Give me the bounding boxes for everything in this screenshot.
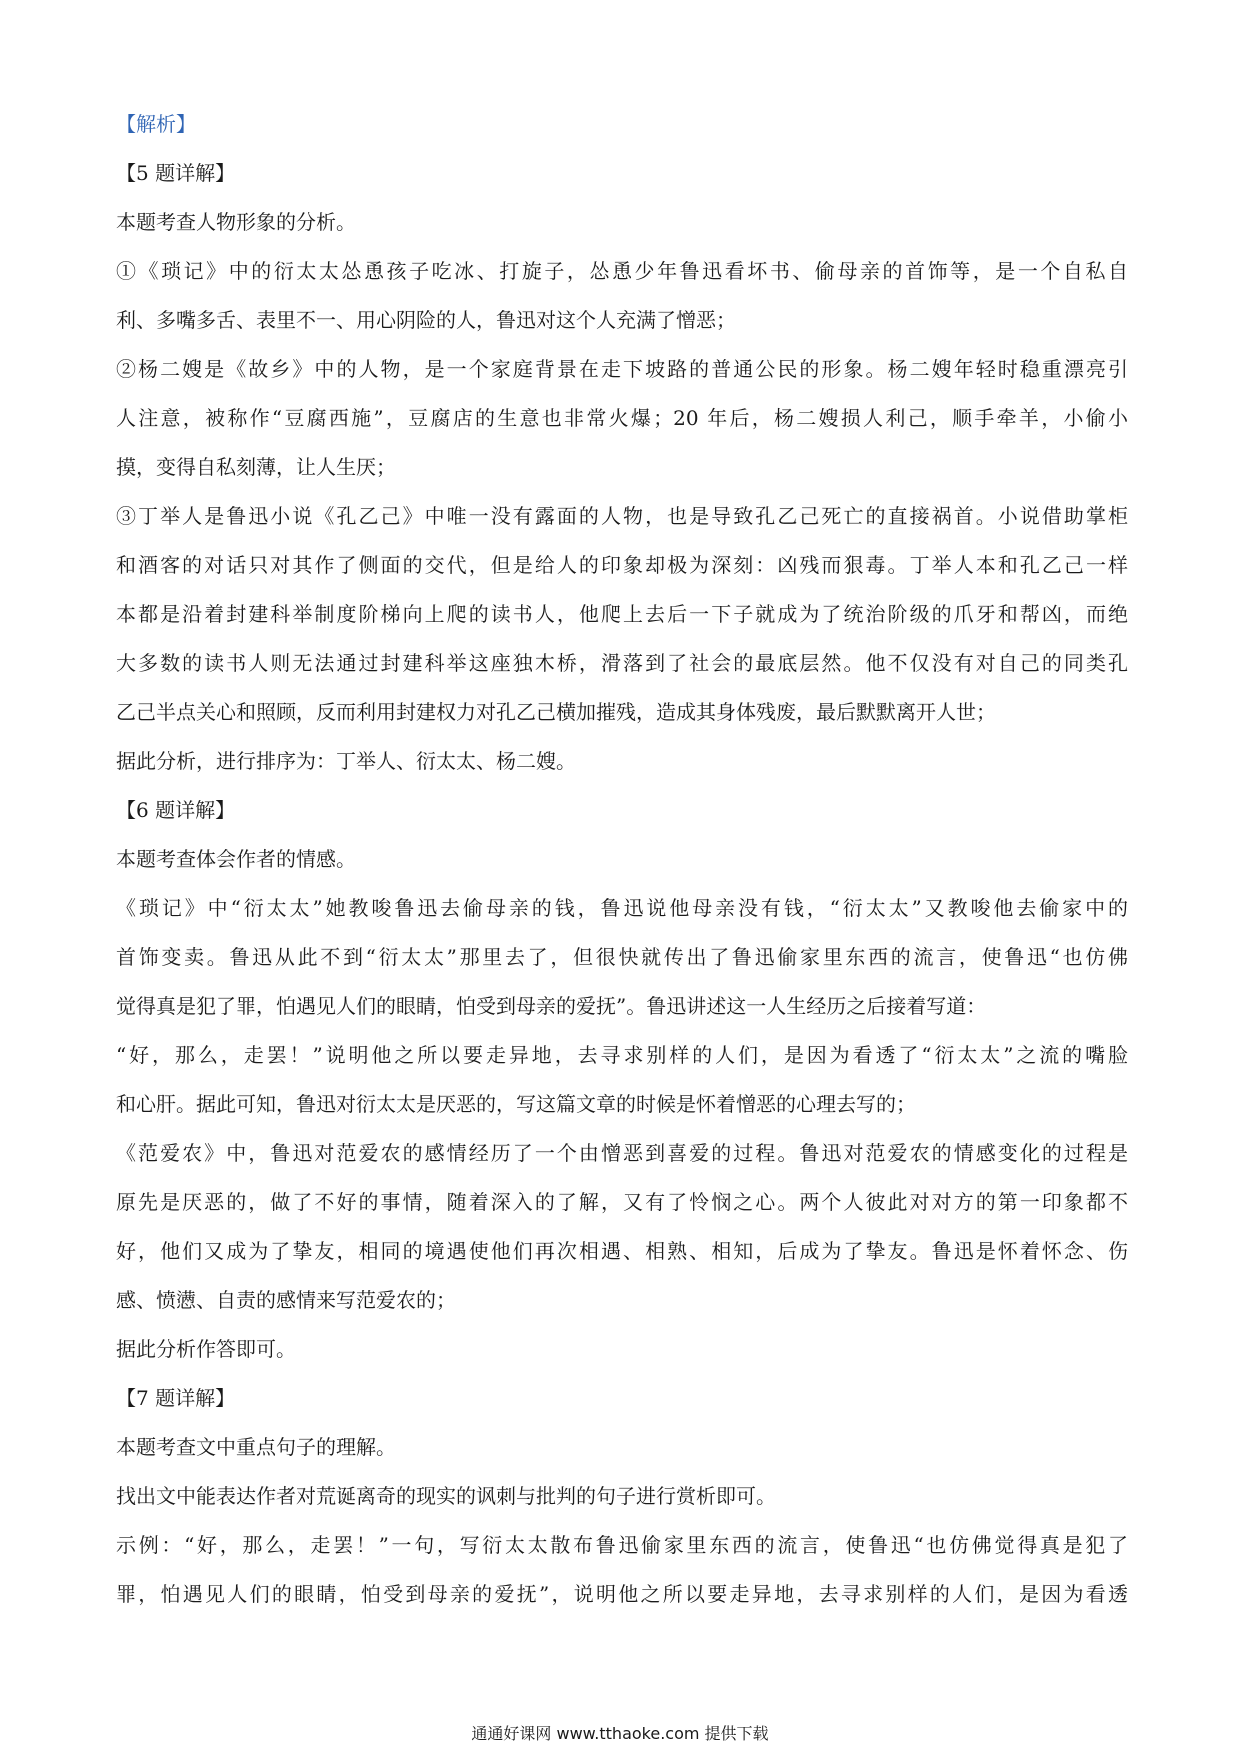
page-footer: 通通好课网 www.tthaoke.com 提供下载	[471, 1724, 769, 1743]
q5-line-4: 人注意，被称作“豆腐西施”，豆腐店的生意也非常火爆；20 年后，杨二嫂损人利己，顺手牵羊，小偷小	[116, 406, 1128, 430]
q6-line-9: 感、愤懑、自责的感情来写范爱农的；	[116, 1288, 456, 1312]
q6-line-8: 好，他们又成为了挚友，相同的境遇使他们再次相遇、相熟、相知，后成为了挚友。鲁迅是怀着怀念、伤	[116, 1239, 1128, 1263]
q6-line-6: 《范爱农》中，鲁迅对范爱农的感情经历了一个由憎恶到喜爱的过程。鲁迅对范爱农的情感变化的过程是	[116, 1141, 1128, 1165]
document-body	[116, 100, 1128, 1619]
q5-line-6: ③丁举人是鲁迅小说《孔乙己》中唯一没有露面的人物，也是导致孔乙己死亡的直接祸首。小说借助掌柜	[116, 504, 1128, 528]
q7-heading: 【7 题详解】	[116, 1386, 236, 1410]
q6-line-5: 和心肝。据此可知，鲁迅对衍太太是厌恶的，写这篇文章的时候是怀着憎恶的心理去写的；	[116, 1092, 916, 1116]
q5-line-5: 摸，变得自私刻薄，让人生厌；	[116, 455, 396, 479]
q5-line-0: 本题考查人物形象的分析。	[116, 210, 356, 234]
q6-line-0: 本题考查体会作者的情感。	[116, 847, 356, 871]
q7-line-2: 示例：“好，那么，走罢！”一句，写衍太太散布鲁迅偷家里东西的流言，使鲁迅“也仿佛觉得真是犯了	[116, 1533, 1128, 1557]
q6-line-10: 据此分析作答即可。	[116, 1337, 296, 1361]
q5-line-8: 本都是沿着封建科举制度阶梯向上爬的读书人，他爬上去后一下子就成为了统治阶级的爪牙和帮凶，而绝	[116, 602, 1128, 626]
q6-line-1: 《琐记》中“衍太太”她教唆鲁迅去偷母亲的钱，鲁迅说他母亲没有钱，“衍太太”又教唆他去偷家中的	[116, 896, 1128, 920]
q6-line-2: 首饰变卖。鲁迅从此不到“衍太太”那里去了，但很快就传出了鲁迅偷家里东西的流言，使鲁迅“也仿佛	[116, 945, 1128, 969]
q7-line-0: 本题考查文中重点句子的理解。	[116, 1435, 396, 1459]
q6-line-7: 原先是厌恶的，做了不好的事情，随着深入的了解，又有了怜悯之心。两个人彼此对对方的第一印象都不	[116, 1190, 1128, 1214]
q5-heading: 【5 题详解】	[116, 161, 236, 185]
q5-line-7: 和酒客的对话只对其作了侧面的交代，但是给人的印象却极为深刻：凶残而狠毒。丁举人本和孔乙己一样	[116, 553, 1128, 577]
q5-line-9: 大多数的读书人则无法通过封建科举这座独木桥，滑落到了社会的最底层然。他不仅没有对自己的同类孔	[116, 651, 1128, 675]
q5-line-10: 乙己半点关心和照顾，反而利用封建权力对孔乙己横加摧残，造成其身体残废，最后默默离开人世；	[116, 700, 996, 724]
q5-line-11: 据此分析，进行排序为：丁举人、衍太太、杨二嫂。	[116, 749, 576, 773]
q7-line-1: 找出文中能表达作者对荒诞离奇的现实的讽刺与批判的句子进行赏析即可。	[116, 1484, 776, 1508]
q6-line-3: 觉得真是犯了罪，怕遇见人们的眼睛，怕受到母亲的爱抚”。鲁迅讲述这一人生经历之后接着写道：	[116, 994, 987, 1018]
q5-line-1: ①《琐记》中的衍太太怂恿孩子吃冰、打旋子，怂恿少年鲁迅看坏书、偷母亲的首饰等，是一个自私自	[116, 259, 1128, 283]
q5-line-2: 利、多嘴多舌、表里不一、用心阴险的人，鲁迅对这个人充满了憎恶；	[116, 308, 736, 332]
q6-line-4: “好，那么，走罢！”说明他之所以要走异地，去寻求别样的人们，是因为看透了“衍太太”之流的嘴脸	[116, 1043, 1128, 1067]
analysis-label: 【解析】	[116, 112, 196, 136]
q7-line-3: 罪，怕遇见人们的眼睛，怕受到母亲的爱抚”，说明他之所以要走异地，去寻求别样的人们，是因为看透	[116, 1582, 1128, 1606]
q6-heading: 【6 题详解】	[116, 798, 236, 822]
q5-line-3: ②杨二嫂是《故乡》中的人物，是一个家庭背景在走下坡路的普通公民的形象。杨二嫂年轻时稳重漂亮引	[116, 357, 1128, 381]
